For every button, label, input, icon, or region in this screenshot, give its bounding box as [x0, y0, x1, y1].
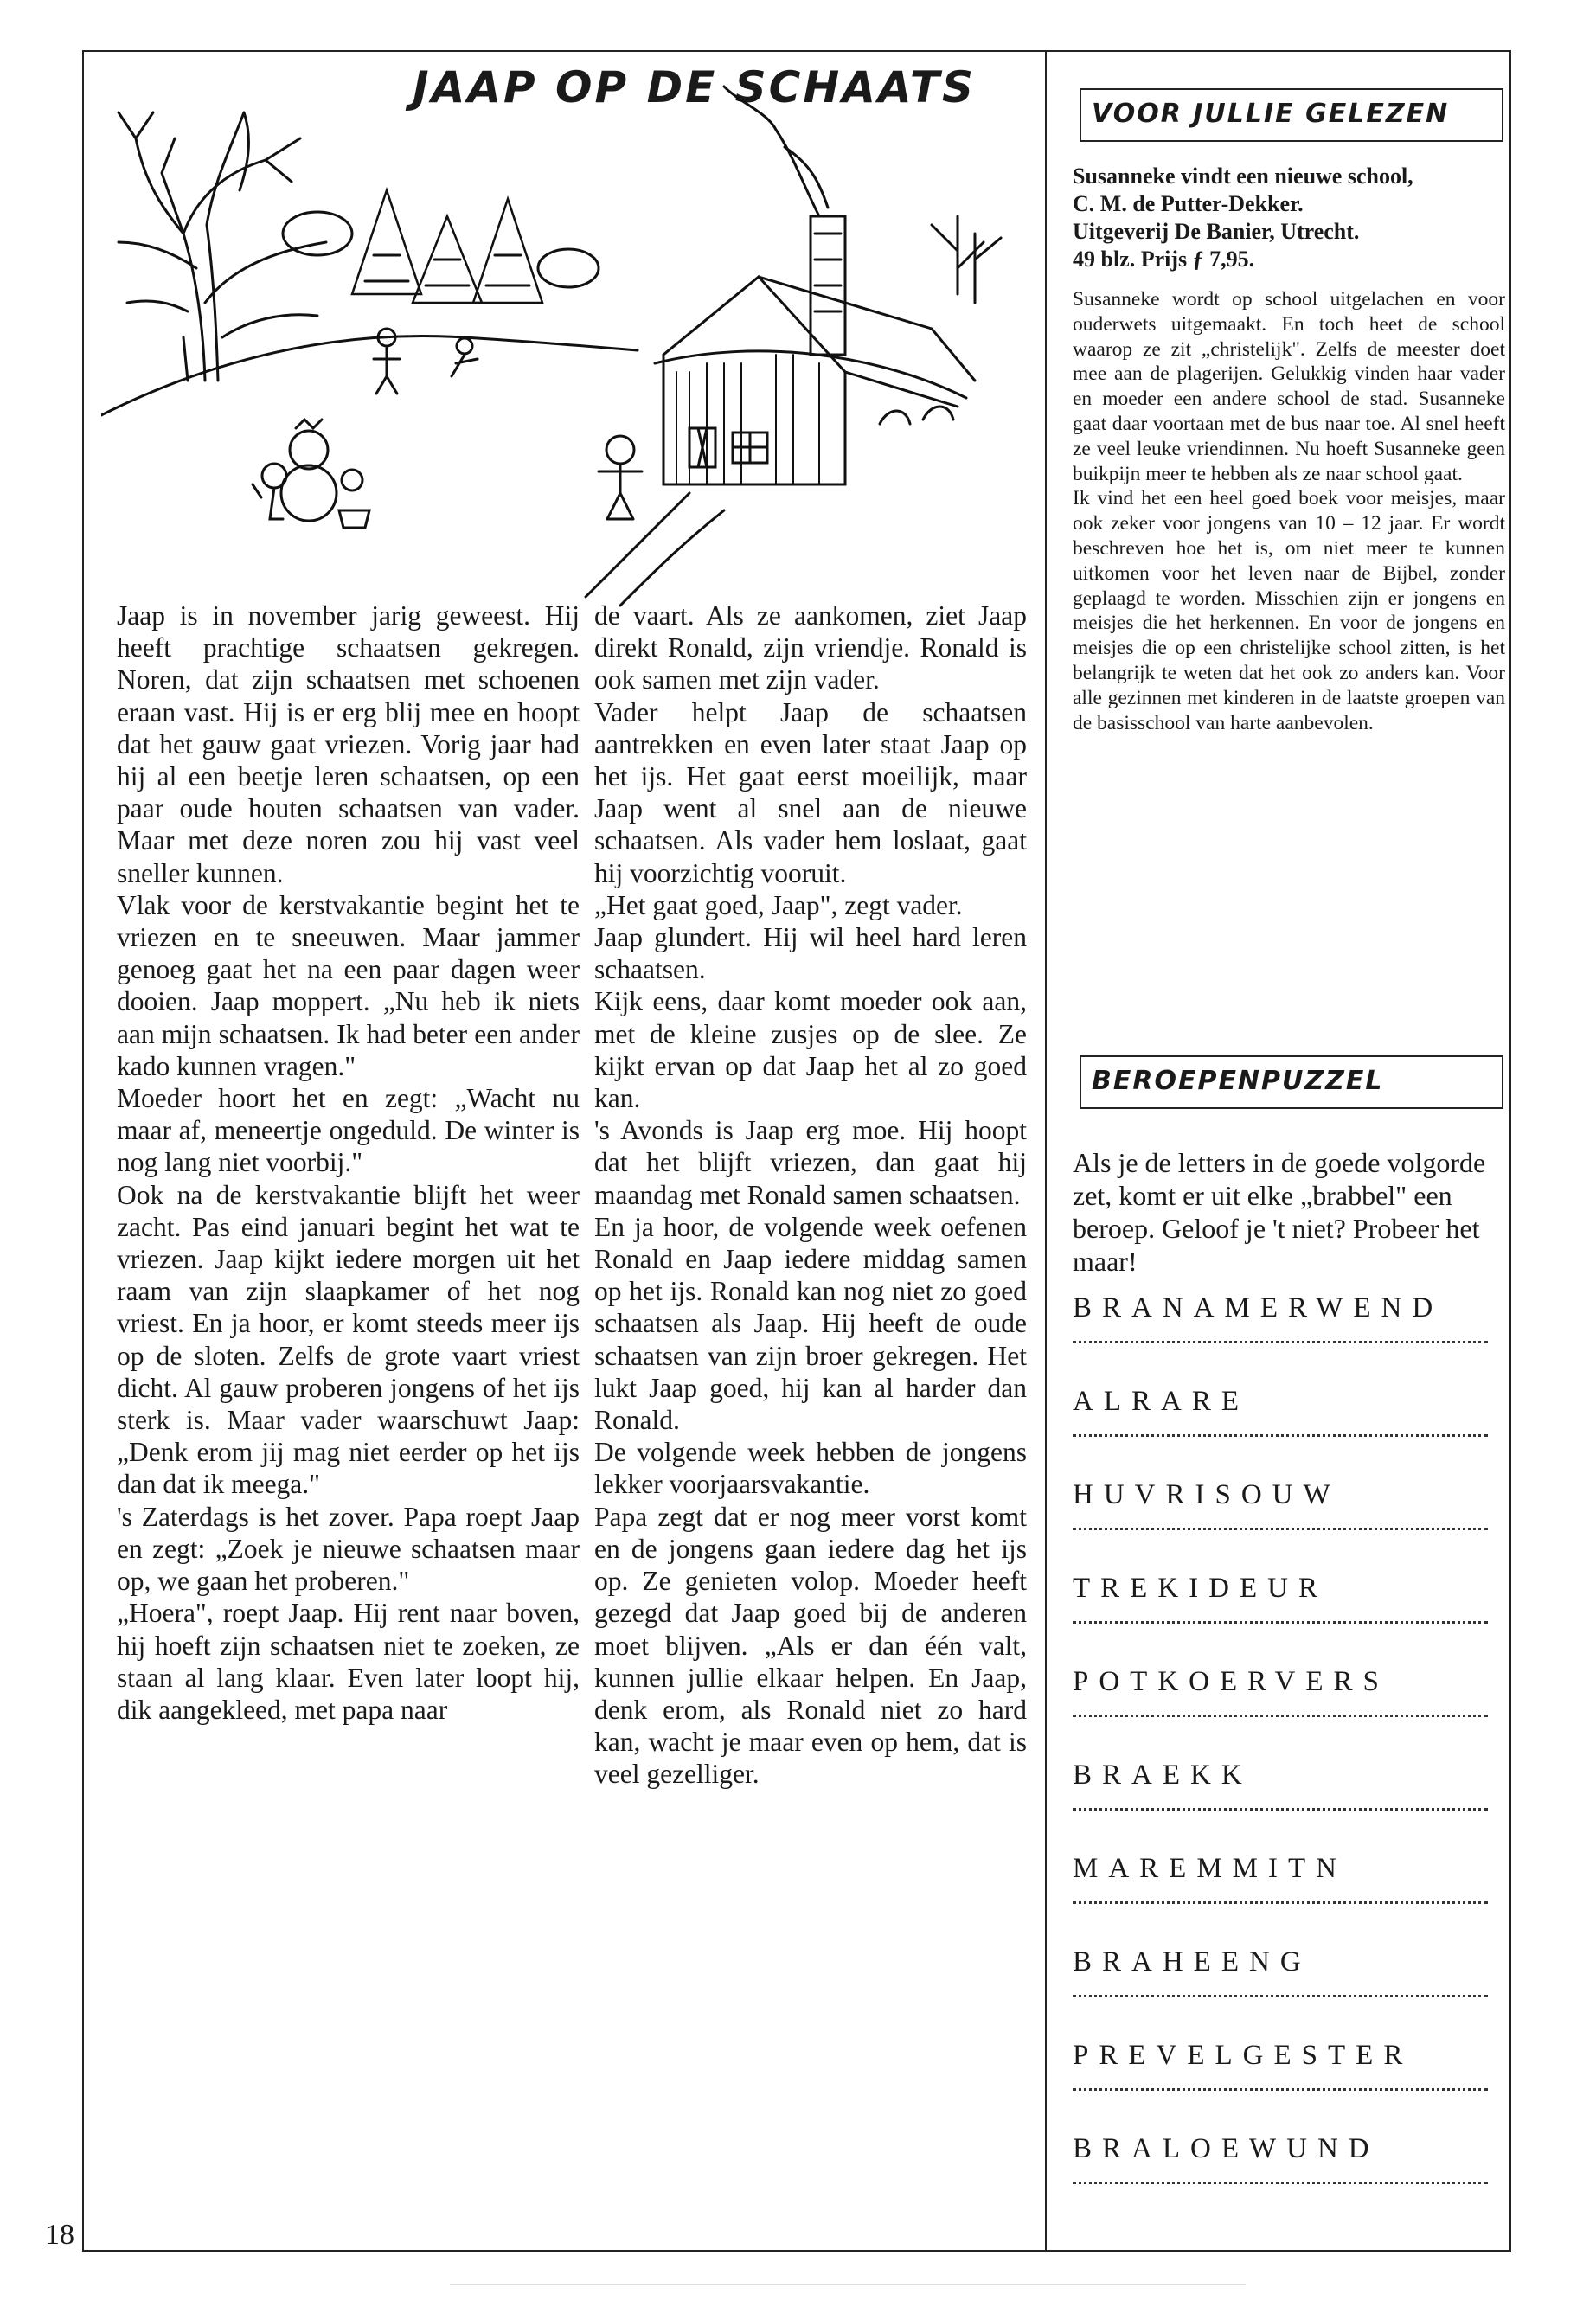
paragraph: En ja hoor, de volgende week oefenen Ronald en Jaap iedere middag samen op het ijs. Ronald kan nog niet zo goed schaatsen als Jaap. Hij heeft de oude schaatsen van zijn broer gekregen. Het lukt Jaap goed, hij kan al harder dan Ronald.: [594, 1211, 1027, 1436]
paragraph: „Het gaat goed, Jaap", zegt vader.: [594, 889, 963, 920]
puzzle-item: [1073, 2038, 1501, 2131]
puzzle-intro: Als je de letters in de goede volgorde zet, komt er uit elke „brabbel" een beroep. Geloof je 't niet? Probeer het maar!: [1073, 1147, 1486, 1277]
scrambled-word: BRANAMERWEND: [1073, 1292, 1444, 1324]
puzzle-item: [1073, 1384, 1501, 1477]
paragraph: 's Zaterdags is het zover. Papa roept Jaap en zegt: „Zoek je nieuwe schaatsen maar op, we gaan het proberen.": [117, 1501, 580, 1597]
scrambled-word: POTKOERVERS: [1073, 1666, 1389, 1697]
answer-line[interactable]: [1073, 1715, 1488, 1717]
paragraph: Jaap is in november jarig geweest. Hij heeft prachtige schaatsen gekregen. Noren, dat zijn schaatsen met schoenen eraan vast. Hij is er erg blij mee en hoopt dat het gauw gaat vriezen. Vorig jaar had hij al een beetje leren schaatsen, op een paar oude houten schaatsen van vader. Maar met deze noren zou hij vast veel sneller kunnen.: [117, 600, 580, 888]
scrambled-word: ALRARE: [1073, 1386, 1249, 1417]
book-title: Susanneke vindt een nieuwe school,: [1073, 163, 1413, 189]
puzzle-item: [1073, 1477, 1501, 1571]
scrambled-word: PREVELGESTER: [1073, 2040, 1413, 2071]
pine-trees-drawing: [283, 190, 599, 303]
book-publisher: Uitgeverij De Banier, Utrecht.: [1073, 219, 1360, 244]
answer-line[interactable]: [1073, 1434, 1488, 1437]
book-info: [1073, 163, 1505, 273]
puzzle-item: [1073, 1945, 1501, 2038]
house-drawing: [663, 87, 975, 484]
answer-line[interactable]: [1073, 1808, 1488, 1811]
small-tree-drawing: [932, 216, 1001, 303]
puzzle-list: [1073, 1291, 1501, 2225]
paragraph: Vader helpt Jaap de schaatsen aantrekken en even later staat Jaap op het ijs. Het gaat eerst moeilijk, maar Jaap went al snel aan de nieuwe schaatsen. Als vader hem loslaat, gaat hij voorzichtig vooruit.: [594, 696, 1027, 888]
article-column-1: [117, 599, 580, 1726]
review-paragraph: Susanneke wordt op school uitgelachen en voor ouderwets uitgemaakt. En toch heet de school waarop ze zit „christelijk". Zelfs de meester doet mee aan de plagerijen. Gelukkig vinden haar vader en moeder een andere school de stad. Susanneke gaat daar voortaan met de bus naar toe. Al snel heeft ze veel leuke vriendinnen. Nu hoeft Susanneke geen buikpijn meer te hebben als ze naar school gaat.: [1073, 288, 1505, 485]
bare-tree-drawing: [119, 112, 326, 381]
answer-line[interactable]: [1073, 2182, 1488, 2184]
scrambled-word: BRAHEENG: [1073, 1946, 1311, 1977]
puzzle-item: [1073, 1851, 1501, 1945]
answer-line[interactable]: [1073, 1901, 1488, 1904]
scrambled-word: BRAEKK: [1073, 1759, 1253, 1791]
winter-scene-illustration: [101, 78, 1018, 614]
answer-line[interactable]: [1073, 1528, 1488, 1530]
scrambled-word: BRALOEWUND: [1073, 2133, 1380, 2164]
answer-line[interactable]: [1073, 1341, 1488, 1343]
puzzle-item: [1073, 1571, 1501, 1664]
article-panel: [82, 50, 1047, 2252]
paragraph: Moeder hoort het en zegt: „Wacht nu maar af, meneertje ongeduld. De winter is nog lang niet voorbij.": [117, 1083, 580, 1178]
paragraph: „Hoera", roept Jaap. Hij rent naar boven, hij hoeft zijn schaatsen niet te zoeken, ze staan al lang klaar. Even later loopt hij, dik aangekleed, met papa naar: [117, 1598, 580, 1725]
review-paragraph: Ik vind het een heel goed boek voor meisjes, maar ook zeker voor jongens van 10 – 12 jaar. Er wordt beschreven hoe het is, om niet meer te kunnen uitkomen voor het leven naar de Bijbel, zonder geplaagd te worden. Misschien zijn er jongens en meisjes die het herkennen. En voor de jongens en meisjes die op een christelijke school zitten, is het belangrijk te weten dat het ook zo anders kan. Voor alle gezinnen met kinderen in de laatste groepen van de basisschool van harte aanbevolen.: [1073, 487, 1505, 734]
puzzle-item: [1073, 1291, 1501, 1384]
sidebar-panel: [1047, 50, 1511, 2252]
book-review: [1073, 287, 1505, 735]
scrambled-word: MAREMMITN: [1073, 1853, 1348, 1884]
puzzle-item: [1073, 1758, 1501, 1851]
paragraph: 's Avonds is Jaap erg moe. Hij hoopt dat het blijft vriezen, dan gaat hij maandag met Ronald samen schaatsen.: [594, 1115, 1027, 1210]
article-column-2: [594, 599, 1027, 1791]
paragraph: Vlak voor de kerstvakantie begint het te vriezen en te sneeuwen. Maar jammer genoeg gaat het na een paar dagen weer dooien. Jaap moppert. „Nu heb ik niets aan mijn schaatsen. Ik had beter een ander kado kunnen vragen.": [117, 889, 580, 1081]
paragraph: Ook na de kerstvakantie blijft het weer zacht. Pas eind januari begint het wat te vriezen. Jaap kijkt iedere morgen uit het raam van zijn slaapkamer of het nog vriest. En ja hoor, er komt steeds meer ijs op de sloten. Zelfs de grote vaart vriest dicht. Al gauw proberen jongens of het ijs sterk is. Maar vader waarschuwt Jaap: „Denk erom jij mag niet eerder op het ijs dan dat ik meega.": [117, 1179, 580, 1500]
paragraph: Kijk eens, daar komt moeder ook aan, met de kleine zusjes op de slee. Ze kijkt ervan op dat Jaap het al zo goed kan.: [594, 986, 1027, 1114]
scrambled-word: TREKIDEUR: [1073, 1573, 1328, 1604]
puzzle-item: [1073, 1664, 1501, 1758]
article-title: JAAP OP DE SCHAATS: [413, 62, 976, 112]
answer-line[interactable]: [1073, 1995, 1488, 1997]
puzzle-section-header: BEROEPENPUZZEL: [1080, 1055, 1503, 1109]
reading-section-header: VOOR JULLIE GELEZEN: [1080, 88, 1503, 142]
answer-line[interactable]: [1073, 2088, 1488, 2091]
snowy-hills-drawing: [101, 336, 966, 606]
bottom-rule: [450, 2284, 1246, 2285]
answer-line[interactable]: [1073, 1621, 1488, 1624]
page-number: 18: [45, 2219, 74, 2251]
paragraph: de vaart. Als ze aankomen, ziet Jaap direkt Ronald, zijn vriendje. Ronald is ook samen met zijn vader.: [594, 600, 1027, 695]
book-price: 49 blz. Prijs ƒ 7,95.: [1073, 247, 1255, 272]
people-drawing: [253, 329, 642, 528]
book-author: C. M. de Putter-Dekker.: [1073, 191, 1304, 216]
scrambled-word: HUVRISOUW: [1073, 1479, 1341, 1510]
paragraph: De volgende week hebben de jongens lekker voorjaarsvakantie.: [594, 1437, 1027, 1500]
paragraph: Papa zegt dat er nog meer vorst komt en de jongens gaan iedere dag het ijs op. Ze genieten volop. Moeder heeft gezegd dat Jaap goed bij de anderen moet blijven. „Als er dan één valt, kunnen jullie elkaar helpen. En Jaap, denk erom, als Ronald niet zo hard kan, wacht je maar even op hem, dat is veel gezelliger.: [594, 1501, 1027, 1790]
paragraph: Jaap glundert. Hij wil heel hard leren schaatsen.: [594, 922, 1027, 985]
puzzle-item: [1073, 2131, 1501, 2225]
